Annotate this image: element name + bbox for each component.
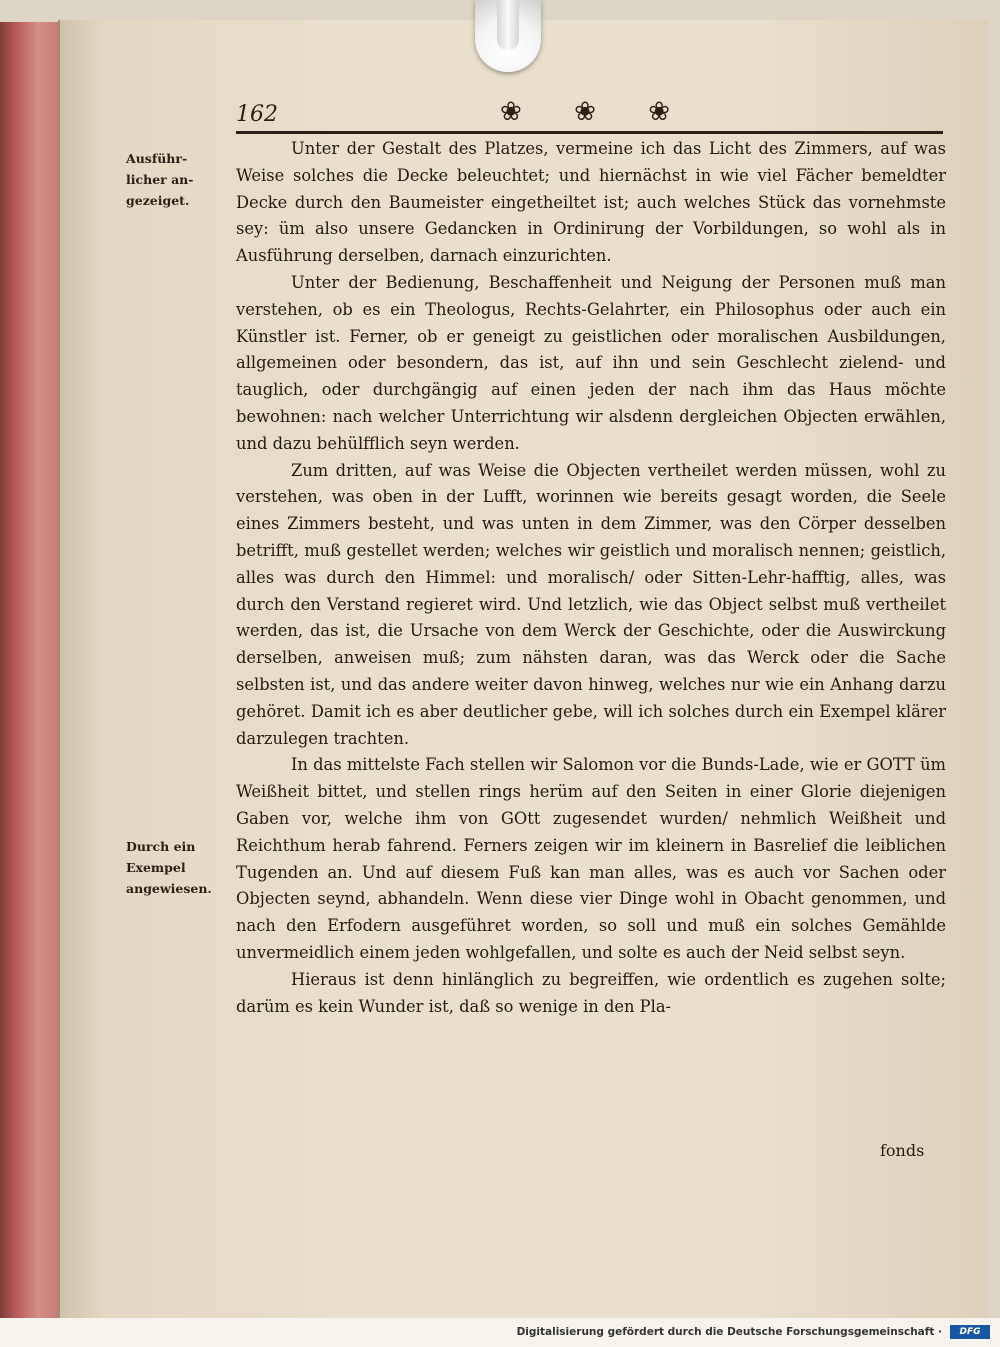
ornament-icon: ❀ <box>574 97 596 127</box>
ornament-icon: ❀ <box>500 97 522 127</box>
paper-clip <box>475 0 541 72</box>
header-rule <box>236 131 943 134</box>
paragraph-3: Zum dritten, auf was Weise die Objecten vertheilet werden müssen, wohl zu verstehen, was oben in der Lufft, worinnen wie bereits gesagt worden, die Seele eines Zimmers besteht, und was unten in dem Zimmer, was den Cörper desselben betrifft, muß gestellet werden; welches wir geistlich und moralisch nennen; geistlich, alles was durch den Himmel: und moralisch/ oder Sitten-Lehr-hafftig, alles, was durch den Verstand regieret wird. Und letzlich, wie das Object selbst muß vertheilet werden, das ist, die Ursache von dem Werck der Geschichte, oder die Auswirckung derselben, anweisen muß; zum nähsten daran, was das Werck oder die Sache selbsten ist, und das andere weiter davon hinweg, welches nur wie ein Anhang darzu gehöret. Damit ich es aber deutlicher gebe, will ich solches durch ein Exempel klärer darzulegen trachten. <box>236 460 946 748</box>
paragraph-2: Unter der Bedienung, Beschaffenheit und Neigung der Personen muß man verstehen, ob es ein Theologus, Rechts-Gelahrter, ein Philosophus oder auch ein Künstler ist. Ferner, ob er geneigt zu geistlichen oder moralischen Ausbildungen, allgemeinen oder besondern, das ist, auf ihn und sein Geschlecht zielend- und tauglich, oder durchgängig auf einen jeden der nach ihm das Haus möchte bewohnen: nach welcher Unterrichtung wir alsdenn dergleichen Objecten erwählen, und dazu behülfflich seyn werden. <box>236 272 946 453</box>
header-ornaments <box>500 96 670 128</box>
ornament-icon: ❀ <box>648 97 670 127</box>
margin-note-2: Durch ein Exempel angewiesen. <box>126 839 212 896</box>
body-text <box>236 136 946 1020</box>
margin-note-1: Ausführ- licher an- gezeiget. <box>126 151 194 208</box>
footer-credit: Digitalisierung gefördert durch die Deutsche Forschungsgemeinschaft · <box>516 1326 942 1338</box>
catchword: fonds <box>880 1141 925 1160</box>
paragraph-5: Hieraus ist denn hinlänglich zu begreiffen, wie ordentlich es zugehen solte; darüm es kein Wunder ist, daß so wenige in den Pla- <box>236 969 946 1016</box>
footer-bar <box>0 1318 1000 1347</box>
page-number: 162 <box>236 102 278 127</box>
dfg-logo-icon: DFG <box>950 1325 990 1339</box>
page-edge-red <box>0 22 64 1318</box>
paragraph-1: Unter der Gestalt des Platzes, vermeine ich das Licht des Zimmers, auf was Weise solches die Decke beleuchtet; und hiernächst in wie viel Fächer bemeldter Decke durch den Baumeister eingetheiltet ist; auch welches Stück das vornehmste sey: üm also unsere Gedancken in Ordinirung der Vorbildungen, so wohl als in Ausführung derselben, darnach einzurichten. <box>236 139 946 266</box>
paragraph-4: In das mittelste Fach stellen wir Salomon vor die Bunds-Lade, wie er GOTT üm Weißheit bittet, und stellen rings herüm auf den Seiten in einer Glorie diejenigen Gaben vor, welche ihm von GOtt zugesendet wurden/ nehmlich Weißheit und Reichthum herab fahrend. Ferners zeigen wir im kleinern in Basrelief die leiblichen Tugenden an. Und auf diesem Fuß kan man alles, was es auch vor Sachen oder Objecten seynd, abhandeln. Wenn diese vier Dinge wohl in Obacht genommen, und nach den Erfodern ausgeführet worden, so soll und muß ein solches Gemählde unvermeidlich einem jeden wohlgefallen, und solte es auch der Neid selbst seyn. <box>236 755 946 962</box>
